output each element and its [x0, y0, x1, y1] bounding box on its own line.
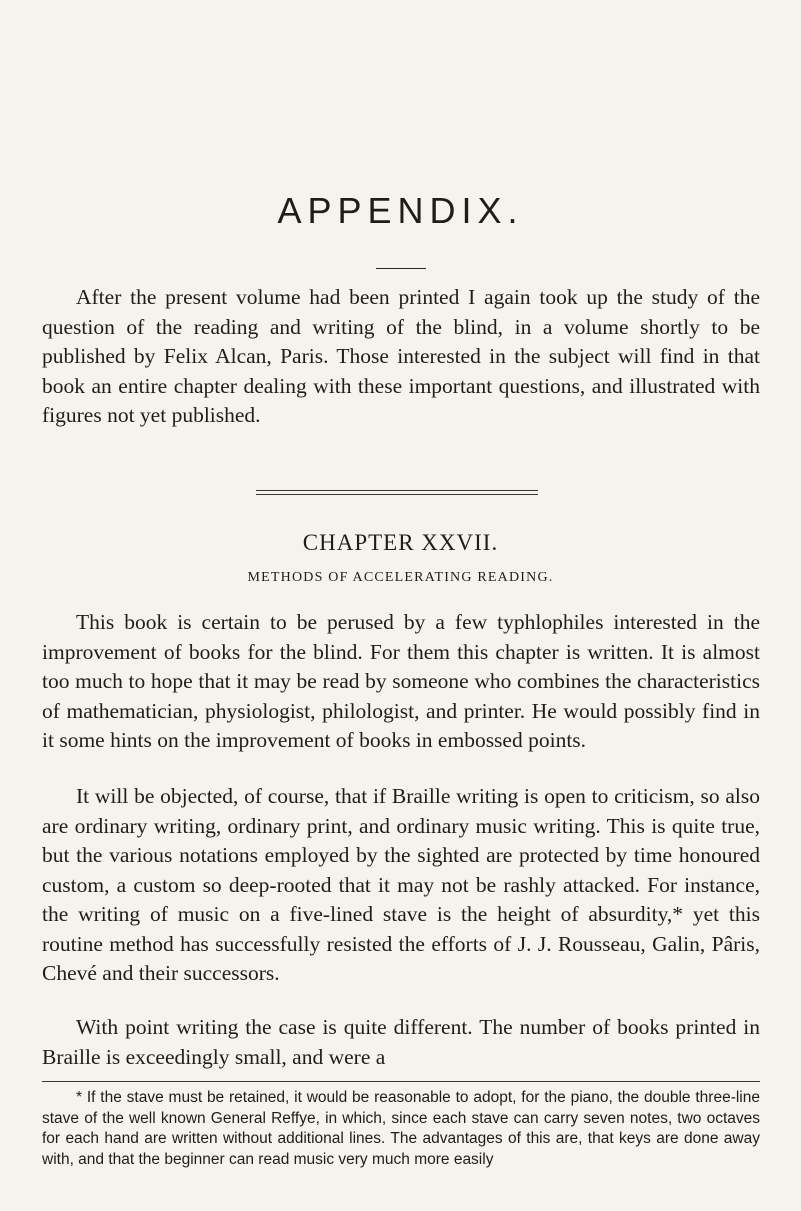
footnote: * If the stave must be retained, it would be reasonable to adopt, for the piano, the double three-line stave of the well known General Reffye, in which, since each stave can carry seven notes, two octaves for each hand are written without additional lines. The advantages of this are, that keys are done away with, and that the beginner can read music very much more easily — [42, 1089, 760, 1168]
chapter-subtitle: METHODS OF ACCELERATING READING. — [247, 570, 554, 585]
chapter-paragraph-1: This book is certain to be perused by a few typhlophiles interested in the improvement of books for the blind. For them this chapter is written. It is almost too much to hope that it may be read by someone who combines the characteristics of mathematician, physiologist, philologist, and printer. He would possibly find in it some hints on the improvement of books in embossed points. — [42, 610, 760, 752]
title-rule — [376, 268, 426, 269]
appendix-title: APPENDIX. — [277, 190, 524, 231]
intro-paragraph: After the present volume had been printed I again took up the study of the question of the reading and writing of the blind, in a volume shortly to be published by Felix Alcan, Paris. Those interested in the subject will find in that book an entire chapter dealing with these important questions, and illustrated with figures not yet published. — [42, 285, 760, 427]
section-divider — [256, 490, 538, 495]
chapter-paragraph-3: With point writing the case is quite different. The number of books printed in Braille is exceedingly small, and were a — [42, 1015, 760, 1069]
chapter-paragraph-2: It will be objected, of course, that if Braille writing is open to criticism, so also are ordinary writing, ordinary print, and ordinary music writing. This is quite true, but the various notations employed by the sighted are protected by time honoured custom, a custom so deep-rooted that it may not be rashly attacked. For instance, the writing of music on a five-lined stave is the height of absurdity,* yet this routine method has successfully resisted the efforts of J. J. Rousseau, Galin, Pâris, Chevé and their successors. — [42, 784, 760, 985]
chapter-title: CHAPTER XXVII. — [302, 530, 499, 555]
footnote-rule — [42, 1081, 760, 1082]
